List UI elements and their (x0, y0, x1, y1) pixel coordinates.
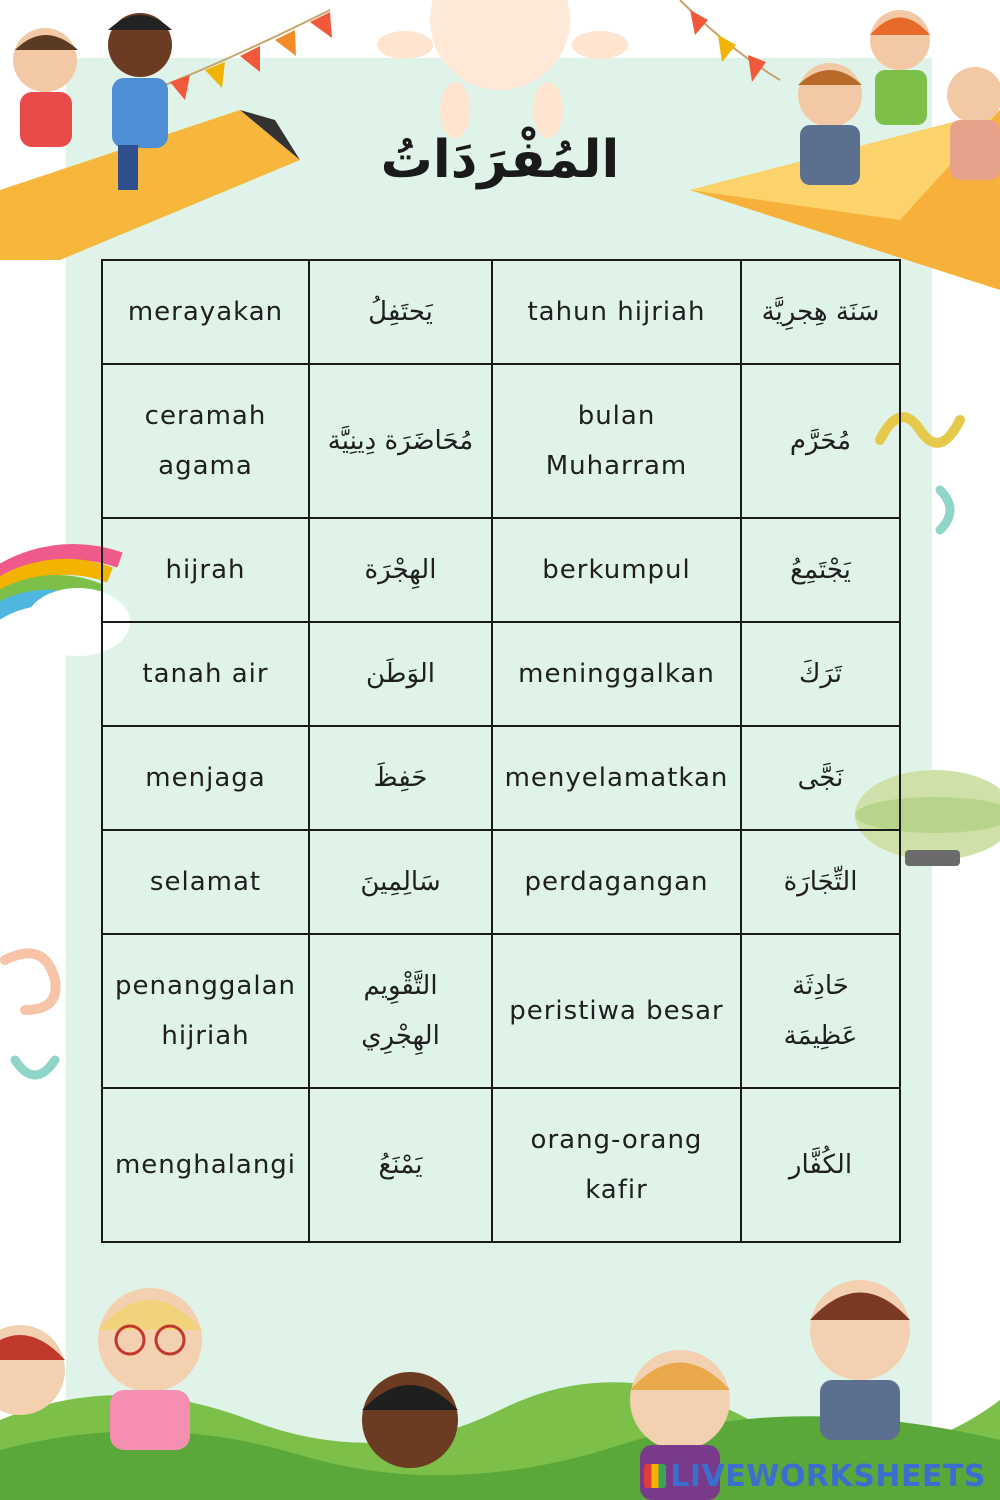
liveworksheets-watermark (644, 1459, 986, 1494)
malay-meaning-cell: orang-orang kafir (492, 1088, 741, 1242)
page-title: المُفْرَدَاتُ (380, 130, 620, 190)
arabic-word-cell: الكُفَّار (741, 1088, 900, 1242)
arabic-word-cell: التِّجَارَة (741, 830, 900, 934)
table-row (102, 830, 900, 934)
malay-meaning-cell: meninggalkan (492, 622, 741, 726)
malay-meaning-cell: penanggalan hijriah (102, 934, 309, 1088)
arabic-word-cell: تَرَكَ (741, 622, 900, 726)
arabic-word-cell: الوَطَن (309, 622, 492, 726)
table-row (102, 934, 900, 1088)
sun-illustration (430, 0, 570, 90)
malay-meaning-cell: peristiwa besar (492, 934, 741, 1088)
arabic-word-cell: يَحتَفِلُ (309, 260, 492, 364)
malay-meaning-cell: berkumpul (492, 518, 741, 622)
malay-meaning-cell: menghalangi (102, 1088, 309, 1242)
arabic-word-cell: حَفِظَ (309, 726, 492, 830)
table-row (102, 364, 900, 518)
table-row (102, 1088, 900, 1242)
table-row (102, 518, 900, 622)
liveworksheets-logo-icon (644, 1464, 666, 1488)
malay-meaning-cell: hijrah (102, 518, 309, 622)
malay-meaning-cell: tanah air (102, 622, 309, 726)
malay-meaning-cell: selamat (102, 830, 309, 934)
squiggle-decoration-left (5, 953, 56, 1010)
malay-meaning-cell: merayakan (102, 260, 309, 364)
vocabulary-table (101, 259, 901, 1243)
arabic-word-cell: الهِجْرَة (309, 518, 492, 622)
arabic-word-cell: مُحَرَّم (741, 364, 900, 518)
malay-meaning-cell: ceramah agama (102, 364, 309, 518)
arabic-word-cell: التَّقْوِيم الهِجْرِي (309, 934, 492, 1088)
arabic-word-cell: يَمْنَعُ (309, 1088, 492, 1242)
malay-meaning-cell: bulan Muharram (492, 364, 741, 518)
bunting-illustration-right (680, 0, 780, 82)
arabic-word-cell: سَالِمِينَ (309, 830, 492, 934)
arabic-word-cell: مُحَاضَرَة دِينِيَّة (309, 364, 492, 518)
watermark-text: LIVEWORKSHEETS (670, 1459, 986, 1494)
table-row (102, 260, 900, 364)
arabic-word-cell: سَنَة هِجرِيَّة (741, 260, 900, 364)
table-row (102, 726, 900, 830)
malay-meaning-cell: menjaga (102, 726, 309, 830)
arabic-word-cell: حَادِثَة عَظِيمَة (741, 934, 900, 1088)
malay-meaning-cell: menyelamatkan (492, 726, 741, 830)
malay-meaning-cell: perdagangan (492, 830, 741, 934)
arabic-word-cell: نَجَّى (741, 726, 900, 830)
arabic-word-cell: يَجْتَمِعُ (741, 518, 900, 622)
malay-meaning-cell: tahun hijriah (492, 260, 741, 364)
table-row (102, 622, 900, 726)
